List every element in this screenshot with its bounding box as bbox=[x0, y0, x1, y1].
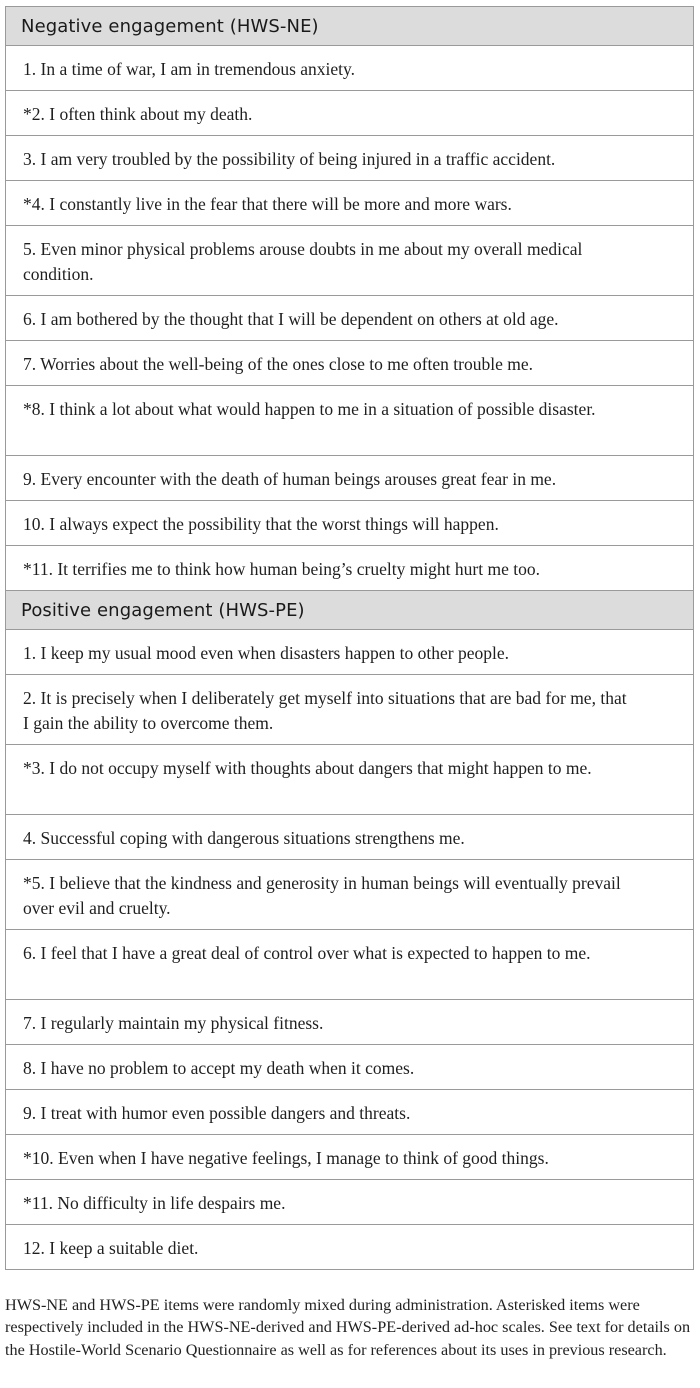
table-row: 9. I treat with humor even possible dangers and threats. bbox=[5, 1090, 694, 1135]
table-footnote: HWS-NE and HWS-PE items were randomly mixed during administration. Asterisked items were respectively included in the HWS-NE-derived and HWS-PE-derived ad-hoc scales. See text for details on the Hostile-World Scenario Questionnaire as well as for references about its uses in previous research. bbox=[5, 1296, 691, 1359]
table-row: *2. I often think about my death. bbox=[5, 91, 694, 136]
section-header-negative: Negative engagement (HWS-NE) bbox=[5, 7, 694, 46]
questionnaire-table bbox=[5, 6, 694, 1270]
table-row: 8. I have no problem to accept my death when it comes. bbox=[5, 1045, 694, 1090]
table-row: *11. No difficulty in life despairs me. bbox=[5, 1180, 694, 1225]
table-row: *11. It terrifies me to think how human being’s cruelty might hurt me too. bbox=[5, 546, 694, 591]
table-row: 7. I regularly maintain my physical fitness. bbox=[5, 1000, 694, 1045]
section-header-positive: Positive engagement (HWS-PE) bbox=[5, 591, 694, 630]
table-row: 6. I feel that I have a great deal of control over what is expected to happen to me. bbox=[5, 930, 694, 1000]
table-row: 10. I always expect the possibility that the worst things will happen. bbox=[5, 501, 694, 546]
table-row: 7. Worries about the well-being of the ones close to me often trouble me. bbox=[5, 341, 694, 386]
table-row: 1. I keep my usual mood even when disasters happen to other people. bbox=[5, 630, 694, 675]
table-row: 3. I am very troubled by the possibility of being injured in a traffic accident. bbox=[5, 136, 694, 181]
table-row: *8. I think a lot about what would happen to me in a situation of possible disaster. bbox=[5, 386, 694, 456]
table-row: 6. I am bothered by the thought that I will be dependent on others at old age. bbox=[5, 296, 694, 341]
table-row: 5. Even minor physical problems arouse doubts in me about my overall medical condition. bbox=[5, 226, 694, 296]
table-row: *3. I do not occupy myself with thoughts about dangers that might happen to me. bbox=[5, 745, 694, 815]
table-row: 2. It is precisely when I deliberately get myself into situations that are bad for me, that I gain the ability to overcome them. bbox=[5, 675, 694, 745]
table-row: 4. Successful coping with dangerous situations strengthens me. bbox=[5, 815, 694, 860]
table-row: *4. I constantly live in the fear that there will be more and more wars. bbox=[5, 181, 694, 226]
table-row: 12. I keep a suitable diet. bbox=[5, 1225, 694, 1270]
table-row: 9. Every encounter with the death of human beings arouses great fear in me. bbox=[5, 456, 694, 501]
table-row: *10. Even when I have negative feelings, I manage to think of good things. bbox=[5, 1135, 694, 1180]
table-row: *5. I believe that the kindness and generosity in human beings will eventually prevail over evil and cruelty. bbox=[5, 860, 694, 930]
table-row: 1. In a time of war, I am in tremendous anxiety. bbox=[5, 46, 694, 91]
